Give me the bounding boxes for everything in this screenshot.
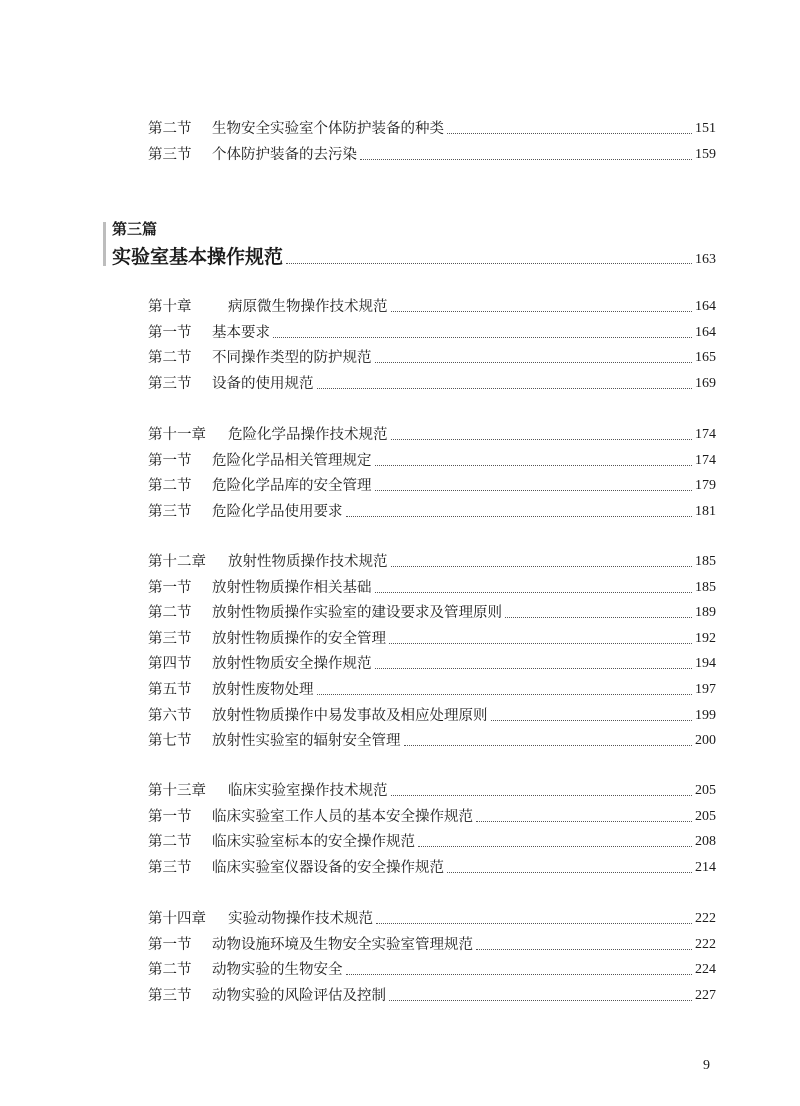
dot-leader [391, 566, 693, 567]
section-title: 危险化学品相关管理规定 [212, 453, 372, 469]
toc-section-row [148, 855, 716, 877]
section-title: 动物设施环境及生物安全实验室管理规范 [212, 937, 473, 953]
toc-chapter-row [148, 778, 716, 800]
section-title: 放射性物质操作中易发事故及相应处理原则 [212, 708, 488, 724]
dot-leader [375, 668, 693, 669]
section-number: 第二节 [148, 478, 192, 494]
page-ref: 164 [695, 325, 716, 340]
page-ref: 222 [695, 911, 716, 926]
page-ref: 185 [695, 580, 716, 595]
section-title: 临床实验室标本的安全操作规范 [212, 834, 415, 850]
page-ref: 208 [695, 834, 716, 849]
part-label: 第三篇 [112, 220, 158, 238]
toc-section-row [148, 957, 716, 979]
section-number: 第三节 [148, 988, 192, 1004]
section-title: 不同操作类型的防护规范 [212, 350, 372, 366]
page-ref: 159 [695, 147, 716, 162]
toc-section-row [148, 448, 716, 470]
chapter-title: 病原微生物操作技术规范 [228, 299, 388, 315]
page-ref: 185 [695, 554, 716, 569]
section-number: 第二节 [148, 962, 192, 978]
page-ref: 165 [695, 350, 716, 365]
dot-leader [447, 133, 692, 134]
chapter-number: 第十四章 [148, 911, 206, 927]
toc-chapter-row [148, 549, 716, 571]
section-number: 第一节 [148, 809, 192, 825]
toc-section-row [148, 575, 716, 597]
toc-chapter-row [148, 294, 716, 316]
toc-chapter-row [148, 422, 716, 444]
page-ref: 181 [695, 504, 716, 519]
page-ref: 174 [695, 453, 716, 468]
part-title-row [112, 244, 716, 268]
section-number: 第六节 [148, 708, 192, 724]
section-number: 第二节 [148, 834, 192, 850]
page-ref: 192 [695, 631, 716, 646]
part-marker-bar [103, 222, 106, 266]
dot-leader [404, 745, 693, 746]
part-title: 实验室基本操作规范 [112, 246, 284, 268]
toc-section-row [148, 371, 716, 393]
page-ref: 179 [695, 478, 716, 493]
toc-section-row [148, 142, 716, 164]
dot-leader [389, 1000, 692, 1001]
section-title: 个体防护装备的去污染 [212, 147, 357, 163]
section-title: 危险化学品使用要求 [212, 504, 343, 520]
dot-leader [447, 872, 692, 873]
section-number: 第二节 [148, 350, 192, 366]
section-title: 动物实验的风险评估及控制 [212, 988, 386, 1004]
page-ref: 194 [695, 656, 716, 671]
dot-leader [391, 439, 693, 440]
chapter-number: 第十二章 [148, 554, 206, 570]
dot-leader [418, 846, 692, 847]
dot-leader [317, 388, 693, 389]
toc-section-row [148, 983, 716, 1005]
section-title: 放射性实验室的辐射安全管理 [212, 733, 401, 749]
toc-section-row [148, 829, 716, 851]
page-ref: 214 [695, 860, 716, 875]
toc-section-row [148, 626, 716, 648]
section-title: 放射性物质操作的安全管理 [212, 631, 386, 647]
dot-leader [476, 949, 692, 950]
section-number: 第三节 [148, 376, 192, 392]
dot-leader [391, 311, 693, 312]
section-number: 第五节 [148, 682, 192, 698]
toc-section-row [148, 345, 716, 367]
dot-leader [360, 159, 692, 160]
page-number: 9 [703, 1058, 710, 1073]
chapter-title: 危险化学品操作技术规范 [228, 427, 388, 443]
section-title: 生物安全实验室个体防护装备的种类 [212, 121, 444, 137]
toc-section-row [148, 600, 716, 622]
page-ref: 174 [695, 427, 716, 442]
section-title: 设备的使用规范 [212, 376, 314, 392]
dot-leader [286, 263, 692, 264]
dot-leader [505, 617, 692, 618]
section-number: 第一节 [148, 325, 192, 341]
dot-leader [389, 643, 692, 644]
toc-section-row [148, 116, 716, 138]
dot-leader [346, 974, 693, 975]
page-ref: 205 [695, 783, 716, 798]
page-ref: 205 [695, 809, 716, 824]
page-ref: 197 [695, 682, 716, 697]
toc-section-row [148, 499, 716, 521]
dot-leader [273, 337, 692, 338]
chapter-number: 第十一章 [148, 427, 206, 443]
toc-section-row [148, 932, 716, 954]
dot-leader [375, 362, 693, 363]
section-number: 第一节 [148, 937, 192, 953]
dot-leader [375, 465, 693, 466]
section-number: 第三节 [148, 631, 192, 647]
section-title: 放射性物质安全操作规范 [212, 656, 372, 672]
section-number: 第一节 [148, 580, 192, 596]
section-number: 第七节 [148, 733, 192, 749]
page-ref: 224 [695, 962, 716, 977]
dot-leader [376, 923, 692, 924]
dot-leader [476, 821, 692, 822]
page-ref: 189 [695, 605, 716, 620]
page-ref: 199 [695, 708, 716, 723]
section-number: 第三节 [148, 860, 192, 876]
chapter-title: 临床实验室操作技术规范 [228, 783, 388, 799]
toc-section-row [148, 677, 716, 699]
section-number: 第四节 [148, 656, 192, 672]
section-number: 第一节 [148, 453, 192, 469]
section-number: 第二节 [148, 121, 192, 137]
dot-leader [491, 720, 693, 721]
section-number: 第三节 [148, 147, 192, 163]
dot-leader [391, 795, 693, 796]
section-title: 临床实验室工作人员的基本安全操作规范 [212, 809, 473, 825]
toc-section-row [148, 473, 716, 495]
page-ref: 169 [695, 376, 716, 391]
page-ref: 163 [695, 252, 716, 267]
chapter-title: 放射性物质操作技术规范 [228, 554, 388, 570]
toc-section-row [148, 703, 716, 725]
chapter-number: 第十章 [148, 299, 192, 315]
section-title: 临床实验室仪器设备的安全操作规范 [212, 860, 444, 876]
chapter-number: 第十三章 [148, 783, 206, 799]
section-title: 放射性物质操作相关基础 [212, 580, 372, 596]
page-ref: 222 [695, 937, 716, 952]
toc-chapter-row [148, 906, 716, 928]
toc-section-row [148, 320, 716, 342]
toc-section-row [148, 804, 716, 826]
section-title: 放射性废物处理 [212, 682, 314, 698]
dot-leader [375, 592, 693, 593]
page-ref: 227 [695, 988, 716, 1003]
chapter-title: 实验动物操作技术规范 [228, 911, 373, 927]
section-number: 第三节 [148, 504, 192, 520]
dot-leader [346, 516, 693, 517]
section-title: 基本要求 [212, 325, 270, 341]
dot-leader [317, 694, 693, 695]
section-title: 动物实验的生物安全 [212, 962, 343, 978]
section-title: 危险化学品库的安全管理 [212, 478, 372, 494]
dot-leader [375, 490, 693, 491]
page-ref: 164 [695, 299, 716, 314]
page-ref: 151 [695, 121, 716, 136]
toc-section-row [148, 651, 716, 673]
section-title: 放射性物质操作实验室的建设要求及管理原则 [212, 605, 502, 621]
toc-section-row [148, 728, 716, 750]
page-ref: 200 [695, 733, 716, 748]
section-number: 第二节 [148, 605, 192, 621]
